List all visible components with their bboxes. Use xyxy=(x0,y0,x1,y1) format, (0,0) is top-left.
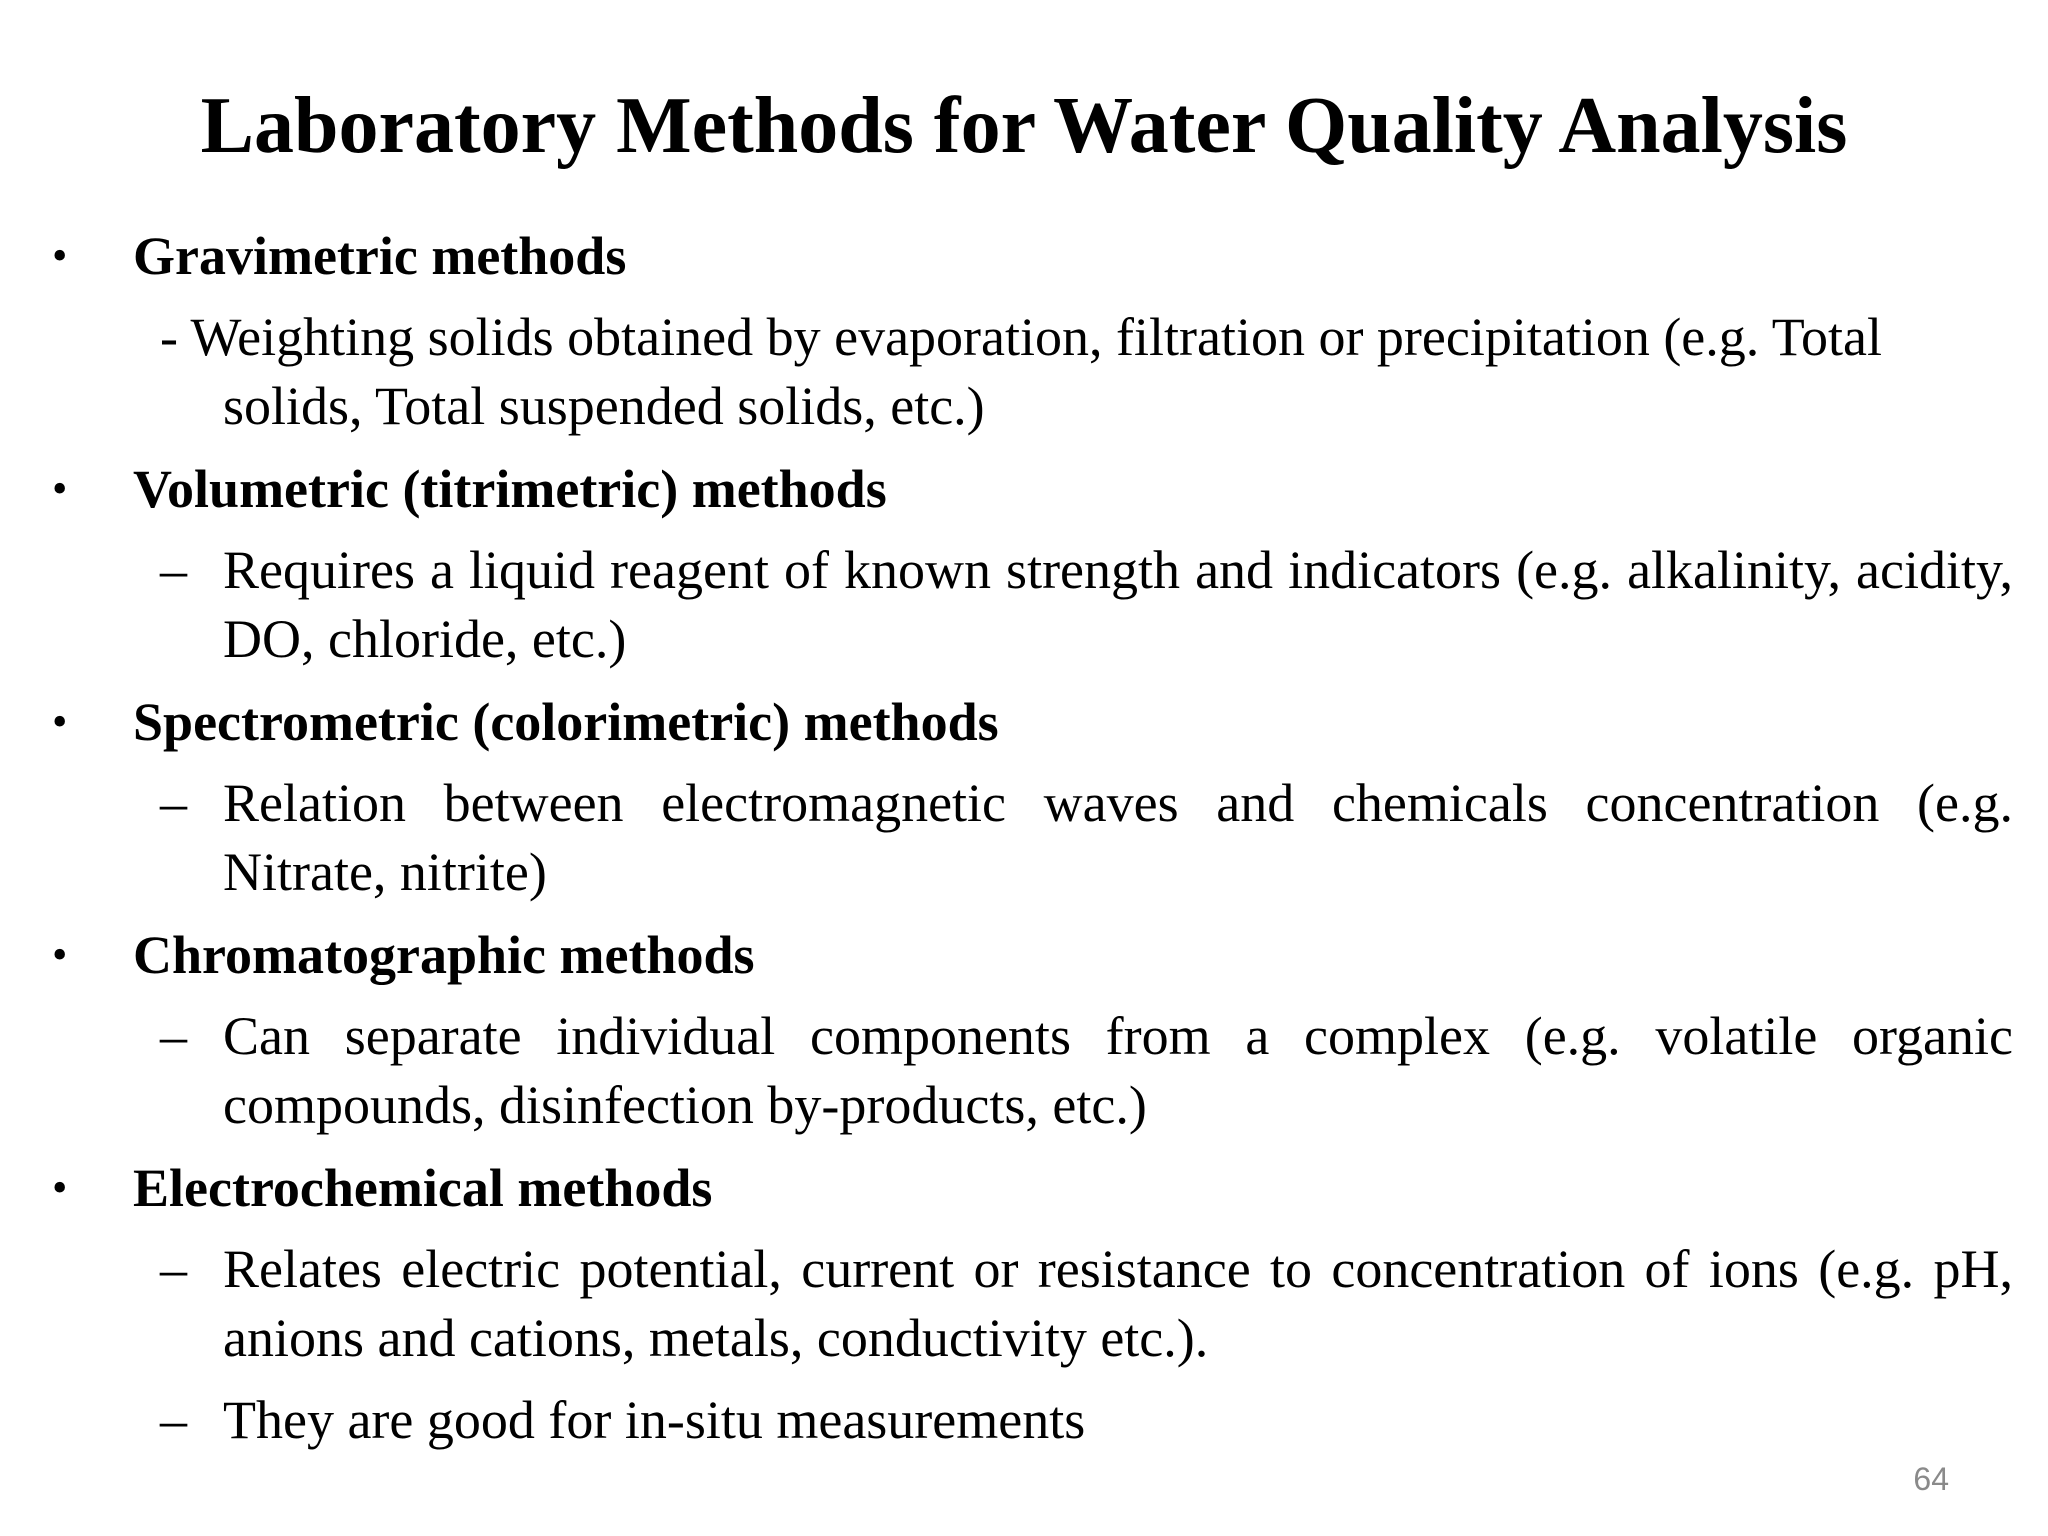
sub-item-text: Relation between electromagnetic waves and chemicals concentration (e.g. Nitrate, nitrite) xyxy=(223,773,2013,902)
dash-icon: – xyxy=(160,773,187,833)
bullet-icon: • xyxy=(52,930,68,979)
item-heading: Volumetric (titrimetric) methods xyxy=(133,459,887,519)
sub-item xyxy=(160,996,2013,1147)
item-heading: Electrochemical methods xyxy=(133,1158,713,1218)
sub-item xyxy=(160,1380,2013,1462)
sub-item-text: - Weighting solids obtained by evaporation, filtration or precipitation (e.g. Total xyxy=(160,307,1882,367)
item-heading: Chromatographic methods xyxy=(133,925,755,985)
sub-item-continuation: solids, Total suspended solids, etc.) xyxy=(223,376,985,436)
bullet-list xyxy=(0,215,2048,1462)
dash-icon: – xyxy=(160,1390,187,1450)
sub-item xyxy=(160,530,2013,681)
sub-item-text: Requires a liquid reagent of known strength and indicators (e.g. alkalinity, acidity, DO, chloride, etc.) xyxy=(223,540,2013,669)
page-number: 64 xyxy=(1913,1461,1949,1497)
item-heading: Spectrometric (colorimetric) methods xyxy=(133,692,999,752)
slide-title: Laboratory Methods for Water Quality Analysis xyxy=(200,82,1848,170)
sub-item xyxy=(160,1229,2013,1380)
list-item-spectrometric xyxy=(0,681,2048,914)
bullet-icon: • xyxy=(52,697,68,746)
list-item-gravimetric xyxy=(0,215,2048,448)
sub-item-text: Can separate individual components from a complex (e.g. volatile organic compounds, disinfection by-products, etc.) xyxy=(223,1006,2013,1135)
bullet-icon: • xyxy=(52,464,68,513)
dash-icon: – xyxy=(160,540,187,600)
sub-item xyxy=(160,297,2013,448)
sub-item-text: Relates electric potential, current or resistance to concentration of ions (e.g. pH, anions and cations, metals, conductivity etc.). xyxy=(223,1239,2013,1368)
dash-icon: – xyxy=(160,1239,187,1299)
sub-item xyxy=(160,763,2013,914)
list-item-chromatographic xyxy=(0,914,2048,1147)
bullet-icon: • xyxy=(52,1163,68,1212)
dash-icon: – xyxy=(160,1006,187,1066)
bullet-icon: • xyxy=(52,231,68,280)
list-item-electrochemical xyxy=(0,1147,2048,1462)
sub-item-text: They are good for in-situ measurements xyxy=(223,1390,1086,1450)
item-heading: Gravimetric methods xyxy=(133,226,627,286)
list-item-volumetric xyxy=(0,448,2048,681)
